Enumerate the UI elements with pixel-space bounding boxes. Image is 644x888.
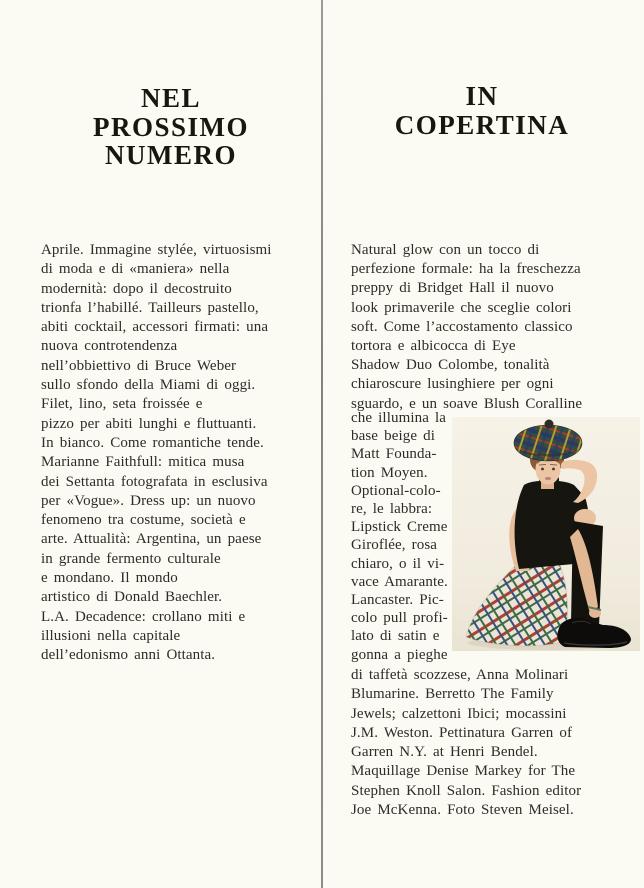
body-text-line: pizzo per abiti lunghi e fluttuanti. bbox=[41, 415, 257, 432]
body-text-line: abiti cocktail, accessori firmati: una bbox=[41, 319, 269, 336]
body-text-line: Filet, lino, seta froissée e bbox=[41, 396, 203, 413]
body-text-line: sullo sfondo della Miami di oggi. bbox=[41, 377, 256, 394]
body-text-line: chiaro, o il vi- bbox=[351, 555, 445, 572]
body-text-line: tion Moyen. bbox=[351, 464, 428, 481]
body-text-line: Blumarine. Berretto The Family bbox=[351, 686, 554, 703]
left-column-body bbox=[41, 241, 309, 666]
body-text-line: colo pull profi- bbox=[351, 610, 448, 627]
body-text-line: Aprile. Immagine stylée, virtuosismi bbox=[41, 242, 272, 258]
column-divider bbox=[321, 0, 323, 888]
body-text-line: look primaverile che sceglie colori bbox=[351, 299, 572, 316]
body-text-line: fenomeno tra costume, società e bbox=[41, 512, 246, 529]
body-text-line: Joe McKenna. Foto Steven Meisel. bbox=[351, 802, 574, 819]
body-text-line: J.M. Weston. Pettinatura Garren of bbox=[351, 724, 573, 741]
right-column-body-beside-photo bbox=[351, 409, 455, 664]
body-text-line: perfezione formale: ha la freschezza bbox=[351, 261, 581, 278]
body-text-line: sguardo, e un soave Blush Coralline bbox=[351, 395, 583, 412]
body-text-line: Giroflée, rosa bbox=[351, 537, 438, 554]
body-text-line: chiaroscure lusinghiere per ogni bbox=[351, 376, 554, 393]
body-text-line: illusioni nella capitale bbox=[41, 627, 181, 644]
title-line: IN bbox=[465, 81, 499, 111]
body-text-line: arte. Attualità: Argentina, un paese bbox=[41, 531, 262, 548]
body-text-line: lato di satin e bbox=[351, 628, 440, 645]
body-text-line: artistico di Donald Baechler. bbox=[41, 589, 223, 606]
body-text-line: trionfa l’habillé. Tailleurs pastello, bbox=[41, 299, 259, 316]
body-text-line: nell’obbiettivo di Bruce Weber bbox=[41, 357, 237, 374]
body-text-line: Jewels; calzettoni Ibici; mocassini bbox=[351, 705, 567, 722]
title-line: COPERTINA bbox=[394, 109, 570, 140]
body-text-line: nuova controtendenza bbox=[41, 338, 178, 355]
body-text-line: Garren N.Y. at Henri Bendel. bbox=[351, 744, 538, 761]
left-column-title bbox=[40, 84, 302, 170]
body-text-line: re, le labbra: bbox=[351, 501, 433, 518]
right-column-body-bottom bbox=[351, 666, 623, 820]
cover-photo-illustration bbox=[452, 417, 640, 651]
body-text-line: Natural glow con un tocco di bbox=[351, 242, 540, 258]
cover-photo bbox=[452, 417, 640, 651]
title-line: NUMERO bbox=[105, 140, 237, 170]
right-column-body-top bbox=[351, 241, 621, 414]
body-text-line: In bianco. Come romantiche tende. bbox=[41, 434, 264, 451]
body-text-line: base beige di bbox=[351, 428, 436, 445]
body-text-line: Marianne Faithfull: mitica musa bbox=[41, 454, 245, 471]
body-text-line: Maquillage Denise Markey for The bbox=[351, 763, 576, 780]
body-text-line: vace Amarante. bbox=[351, 573, 448, 590]
body-text-line: Lancaster. Pic- bbox=[351, 592, 444, 609]
body-text-line: dell’edonismo anni Ottanta. bbox=[41, 647, 216, 664]
body-text-line: Optional-colo- bbox=[351, 482, 441, 499]
body-text-line: modernità: dopo il decostruito bbox=[41, 280, 232, 297]
body-text-line: in grande fermento culturale bbox=[41, 550, 221, 567]
body-text-line: Lipstick Creme bbox=[351, 519, 448, 536]
right-column-title bbox=[350, 82, 614, 139]
body-text-line: preppy di Bridget Hall il nuovo bbox=[351, 280, 554, 297]
body-text-line: dei Settanta fotografata in esclusiva bbox=[41, 473, 268, 490]
body-text-line: per «Vogue». Dress up: un nuovo bbox=[41, 492, 256, 509]
body-text-line: soft. Come l’accostamento classico bbox=[351, 318, 573, 335]
body-text-line: Shadow Duo Colombe, tonalità bbox=[351, 357, 550, 374]
body-text-line: di moda e di «maniera» nella bbox=[41, 261, 230, 278]
title-line: PROSSIMO bbox=[92, 111, 250, 142]
body-text-line: Matt Founda- bbox=[351, 446, 437, 463]
body-text-line: di taffetà scozzese, Anna Molinari bbox=[351, 667, 569, 683]
body-text-line: Stephen Knoll Salon. Fashion editor bbox=[351, 782, 582, 799]
body-text-line: L.A. Decadence: crollano miti e bbox=[41, 608, 246, 625]
body-text-line: e mondano. Il mondo bbox=[41, 570, 178, 587]
title-line: NEL bbox=[140, 83, 202, 113]
body-text-line: gonna a pieghe bbox=[351, 646, 448, 663]
body-text-line: tortora e albicocca di Eye bbox=[351, 338, 516, 355]
body-text-line: che illumina la bbox=[351, 410, 447, 426]
